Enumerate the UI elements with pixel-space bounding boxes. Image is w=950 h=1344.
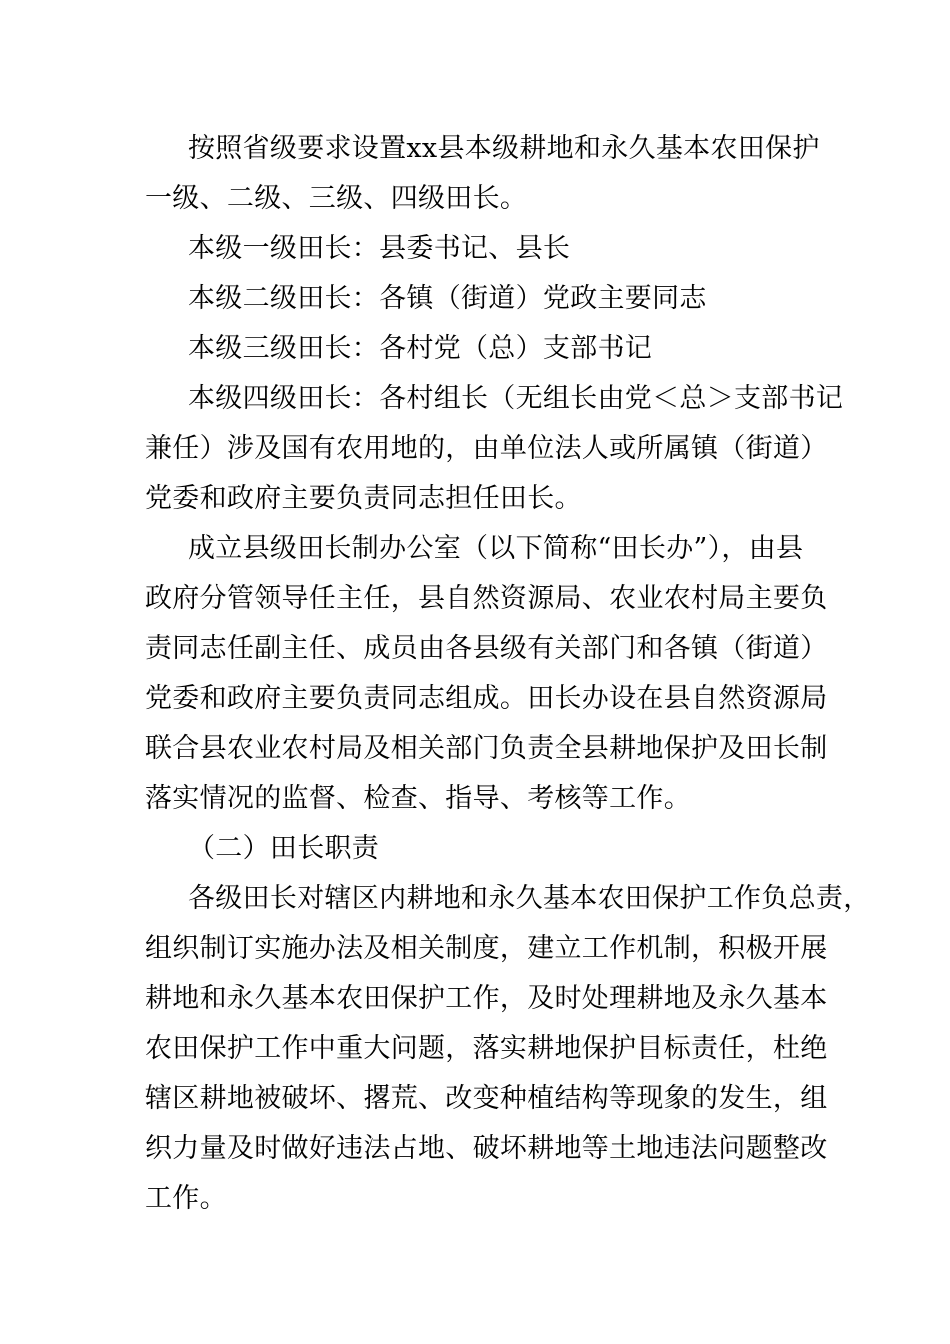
text-line: 一级、二级、三级、四级田长。 [145,183,528,214]
text-line: 成立县级田长制办公室（以下简称“田长办”），由县 [188,533,804,564]
text-line: 政府分管领导任主任，县自然资源局、农业农村局主要负 [145,583,828,614]
text-line: 落实情况的监督、检查、指导、考核等工作。 [145,783,691,814]
text-line: 党委和政府主要负责同志组成。田长办设在县自然资源局 [145,683,828,714]
text-line: 各级田长对辖区内耕地和永久基本农田保护工作负总责， [188,883,871,914]
text-line: 织力量及时做好违法占地、破坏耕地等土地违法问题整改 [145,1133,828,1164]
text-line: 辖区耕地被破坏、撂荒、改变种植结构等现象的发生，组 [145,1083,828,1114]
text-line: 本级二级田长：各镇（街道）党政主要同志 [188,283,707,314]
text-line: 按照省级要求设置xx县本级耕地和永久基本农田保护 [188,133,820,164]
text-line: 本级四级田长：各村组长（无组长由党＜总＞支部书记 [188,383,844,414]
text-line: 本级一级田长：县委书记、县长 [188,233,571,264]
text-line: 兼任）涉及国有农用地的，由单位法人或所属镇（街道） [145,433,828,464]
text-line: 组织制订实施办法及相关制度，建立工作机制，积极开展 [145,933,828,964]
text-line: 工作。 [145,1183,227,1214]
text-line: 耕地和永久基本农田保护工作，及时处理耕地及永久基本 [145,983,828,1014]
text-line: 本级三级田长：各村党（总）支部书记 [188,333,653,364]
text-line: 农田保护工作中重大问题，落实耕地保护目标责任，杜绝 [145,1033,828,1064]
text-line: 党委和政府主要负责同志担任田长。 [145,483,582,514]
text-line: 联合县农业农村局及相关部门负责全县耕地保护及田长制 [145,733,828,764]
section-heading: （二）田长职责 [188,833,380,864]
text-line: 责同志任副主任、成员由各县级有关部门和各镇（街道） [145,633,828,664]
